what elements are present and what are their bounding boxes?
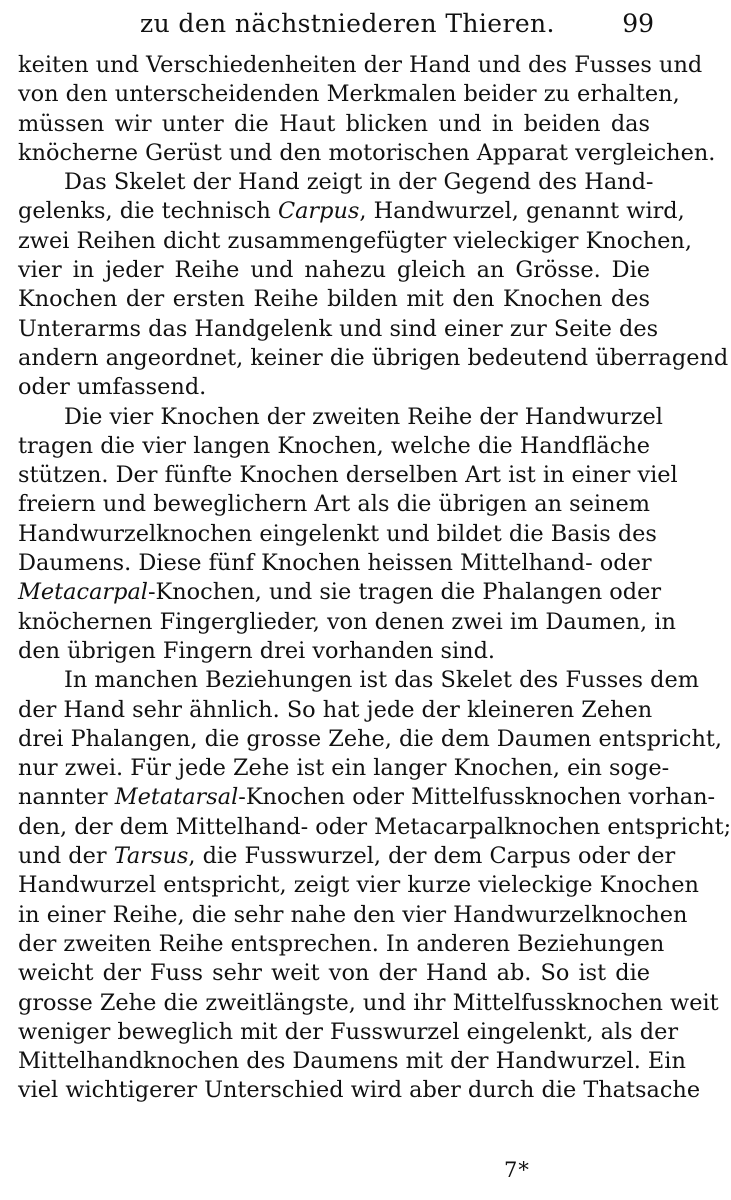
text-run: der zweiten Reihe entsprechen. In anderen Beziehungen bbox=[18, 930, 665, 957]
text-line bbox=[18, 373, 650, 402]
text-run: den, der dem Mittelhand- oder Metacarpalknochen entspricht; bbox=[18, 813, 731, 840]
text-line bbox=[18, 578, 662, 607]
text-run: Mittelhandknochen des Daumens mit der Handwurzel. Ein bbox=[18, 1048, 686, 1075]
text-run: von den unterscheidenden Merkmalen beider zu erhalten, bbox=[18, 81, 680, 108]
italic-term: Metacarpal bbox=[18, 579, 148, 606]
text-line bbox=[18, 1076, 701, 1105]
text-run: Handwurzelknochen eingelenkt und bildet die Basis des bbox=[18, 520, 657, 547]
text-line bbox=[18, 80, 680, 109]
text-line bbox=[18, 901, 688, 930]
text-run: oder umfassend. bbox=[18, 374, 207, 401]
text-run: und der bbox=[18, 843, 114, 870]
text-line bbox=[18, 813, 731, 842]
text-run: viel wichtigerer Unterschied wird aber durch die Thatsache bbox=[18, 1077, 701, 1104]
text-run: drei Phalangen, die grosse Zehe, die dem Daumen entspricht, bbox=[18, 725, 722, 752]
text-run: Die vier Knochen der zweiten Reihe der Handwurzel bbox=[64, 403, 663, 430]
text-line bbox=[18, 1047, 686, 1076]
text-line bbox=[18, 110, 650, 139]
text-line bbox=[18, 989, 719, 1018]
paragraph bbox=[18, 168, 729, 402]
text-run: In manchen Beziehungen ist das Skelet des Fusses dem bbox=[64, 667, 699, 694]
text-run: nannter bbox=[18, 784, 115, 811]
paragraph bbox=[18, 403, 678, 667]
text-line bbox=[18, 403, 663, 432]
text-line bbox=[18, 197, 685, 226]
text-line bbox=[18, 754, 670, 783]
text-run: , Handwurzel, genannt wird, bbox=[359, 198, 685, 225]
text-run: Das Skelet der Hand zeigt in der Gegend des Hand- bbox=[64, 169, 654, 196]
text-line bbox=[18, 842, 676, 871]
text-run: zwei Reihen dicht zusammengefügter vieleckiger Knochen, bbox=[18, 227, 692, 254]
text-line bbox=[18, 51, 703, 80]
text-line bbox=[18, 490, 650, 519]
text-run: nur zwei. Für jede Zehe ist ein langer Knochen, ein soge- bbox=[18, 755, 670, 782]
paragraph bbox=[18, 51, 716, 168]
text-run: der Hand sehr ähnlich. So hat jede der kleineren Zehen bbox=[18, 696, 653, 723]
text-run: Handwurzel entspricht, zeigt vier kurze vieleckige Knochen bbox=[18, 872, 699, 899]
text-run: knöcherne Gerüst und den motorischen Apparat vergleichen. bbox=[18, 139, 716, 166]
text-run: in einer Reihe, die sehr nahe den vier Handwurzelknochen bbox=[18, 901, 688, 928]
text-run: -Knochen oder Mittelfussknochen vorhan- bbox=[238, 784, 716, 811]
text-run: gelenks, die technisch bbox=[18, 198, 278, 225]
text-run: tragen die vier langen Knochen, welche die Handfläche bbox=[18, 432, 650, 459]
body-text bbox=[18, 51, 731, 1106]
text-line bbox=[18, 666, 699, 695]
text-line bbox=[18, 549, 650, 578]
text-run: Knochen der ersten Reihe bilden mit den Knochen des bbox=[18, 286, 650, 313]
text-line bbox=[18, 930, 665, 959]
text-line bbox=[18, 871, 699, 900]
text-line bbox=[18, 139, 716, 168]
text-run: freiern und beweglichern Art als die übrigen an seinem bbox=[18, 491, 650, 518]
text-run: -Knochen, und sie tragen die Phalangen oder bbox=[147, 579, 662, 606]
text-run: weicht der Fuss sehr weit von der Hand ab. So ist die bbox=[18, 960, 650, 987]
text-run: müssen wir unter die Haut blicken und in beiden das bbox=[18, 110, 650, 137]
text-line bbox=[18, 256, 650, 285]
text-run: stützen. Der fünfte Knochen derselben Art ist in einer viel bbox=[18, 462, 678, 489]
text-run: keiten und Verschiedenheiten der Hand und des Fusses und bbox=[18, 52, 703, 78]
italic-term: Carpus bbox=[277, 198, 360, 225]
text-run: knöchernen Fingerglieder, von denen zwei im Daumen, in bbox=[18, 608, 676, 635]
text-line bbox=[18, 783, 716, 812]
text-line bbox=[18, 637, 650, 666]
text-line bbox=[18, 344, 729, 373]
text-run: grosse Zehe die zweitlängste, und ihr Mittelfussknochen weit bbox=[18, 989, 719, 1016]
text-line bbox=[18, 959, 650, 988]
page-number: 99 bbox=[622, 9, 654, 38]
text-run: , die Fusswurzel, der dem Carpus oder der bbox=[188, 843, 676, 870]
text-line bbox=[18, 696, 653, 725]
text-line bbox=[18, 461, 678, 490]
signature-mark: 7* bbox=[504, 1158, 530, 1182]
text-line bbox=[18, 432, 650, 461]
text-line bbox=[18, 227, 692, 256]
text-line bbox=[18, 315, 659, 344]
text-line bbox=[18, 725, 722, 754]
text-line bbox=[18, 1018, 679, 1047]
text-line bbox=[18, 608, 676, 637]
text-run: vier in jeder Reihe und nahezu gleich an Grösse. Die bbox=[18, 257, 650, 284]
text-run: andern angeordnet, keiner die übrigen bedeutend überragend bbox=[18, 344, 729, 371]
italic-term: Tarsus bbox=[113, 843, 189, 870]
text-run: weniger beweglich mit der Fusswurzel eingelenkt, als der bbox=[18, 1018, 679, 1045]
text-run: den übrigen Fingern drei vorhanden sind. bbox=[18, 637, 496, 664]
text-run: Daumens. Diese fünf Knochen heissen Mittelhand- oder bbox=[18, 550, 652, 577]
italic-term: Metatarsal bbox=[114, 784, 239, 811]
running-head bbox=[140, 6, 654, 42]
paragraph bbox=[18, 666, 731, 1105]
text-run: Unterarms das Handgelenk und sind einer zur Seite des bbox=[18, 315, 659, 342]
running-title: zu den nächstniederen Thieren. bbox=[140, 9, 555, 38]
text-line bbox=[18, 168, 654, 197]
text-line bbox=[18, 520, 657, 549]
text-line bbox=[18, 285, 650, 314]
